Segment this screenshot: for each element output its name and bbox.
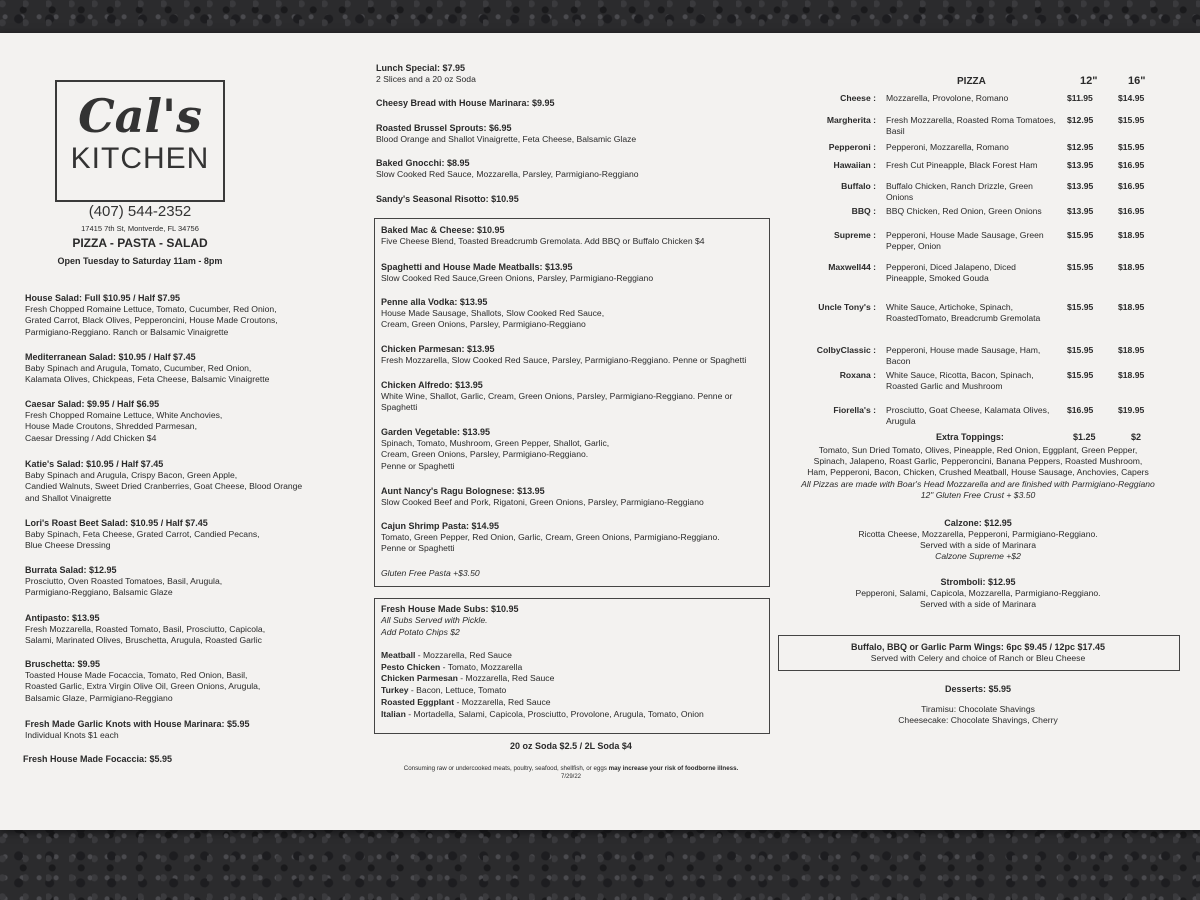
disclaimer-text: Consuming raw or undercooked meats, poultry, seafood, shellfish, or eggs: [403, 765, 609, 772]
left-item-title: Fresh House Made Focaccia: $5.95: [23, 754, 173, 764]
pasta-title: Chicken Alfredo: $13.95: [381, 380, 483, 390]
left-item-desc: Blue Cheese Dressing: [25, 540, 111, 551]
soda-prices: 20 oz Soda $2.5 / 2L Soda $4: [510, 741, 632, 751]
pizza-price-16: $18.95: [1118, 262, 1145, 272]
pasta-title: Penne alla Vodka: $13.95: [381, 297, 488, 307]
dessert-item: Cheesecake: Chocolate Shavings, Cherry: [898, 715, 1058, 726]
left-item-desc: Parmigiano-Reggiano, Balsamic Glaze: [25, 587, 173, 598]
starter-desc: 2 Slices and a 20 oz Soda: [376, 74, 476, 84]
pasta-desc: House Made Sausage, Shallots, Slow Cooked Red Sauce,: [381, 308, 605, 318]
left-item-desc: Individual Knots $1 each: [25, 730, 119, 740]
pasta-desc: Fresh Mozzarella, Slow Cooked Red Sauce, Parsley, Parmigiano-Reggiano. Penne or Spaghetti: [381, 355, 747, 365]
pizza-price-16: $16.95: [1118, 206, 1145, 216]
left-item-desc: Baby Spinach and Arugula, Tomato, Cucumber, Red Onion,: [25, 363, 252, 373]
pizza-desc: Buffalo Chicken, Ranch Drizzle, Green Onions: [886, 181, 1033, 203]
pizza-desc: Prosciutto, Goat Cheese, Kalamata Olives, Arugula: [886, 405, 1050, 427]
starter-title: Baked Gnocchi: $8.95: [376, 158, 470, 168]
pizza-price-12: $15.95: [1067, 262, 1094, 272]
pizza-price-12: $16.95: [1067, 405, 1094, 415]
toppings-line: Spinach, Jalapeno, Roast Garlic, Pepperoncini, Banana Peppers, Roasted Mushroom,: [813, 456, 1143, 467]
pasta-desc: Penne or Spaghetti: [381, 460, 455, 471]
pasta-title: Chicken Parmesan: $13.95: [381, 344, 495, 354]
left-item-title: Antipasto: $13.95: [25, 613, 100, 623]
wings-desc: Served with Celery and choice of Ranch or Bleu Cheese: [870, 653, 1086, 663]
sub-desc: - Bacon, Lettuce, Tomato: [408, 685, 507, 696]
sub-desc: - Mozzarella, Red Sauce: [454, 696, 551, 707]
extra-toppings-12: $1.25: [1073, 432, 1096, 442]
starter-title: Cheesy Bread with House Marinara: $9.95: [376, 98, 555, 108]
calzone-desc: Ricotta Cheese, Mozzarella, Pepperoni, Parmigiano-Reggiano.: [858, 529, 1098, 539]
pasta-desc: White Wine, Shallot, Garlic, Cream, Green Onions, Parsley, Parmigiano-Reggiano. Penne or: [381, 391, 733, 401]
pizza-desc: Fresh Cut Pineapple, Black Forest Ham: [886, 160, 1038, 170]
sub-desc: - Tomato, Mozzarella: [440, 661, 523, 672]
extra-toppings-16: $2: [1131, 432, 1142, 442]
pizza-name: Buffalo :: [841, 181, 876, 191]
starter-desc: Blood Orange and Shallot Vinaigrette, Feta Cheese, Balsamic Glaze: [376, 134, 637, 144]
calzone-note: Calzone Supreme +$2: [935, 551, 1021, 562]
sub-name: Pesto Chicken: [381, 661, 441, 672]
starter-title: Sandy's Seasonal Risotto: $10.95: [376, 194, 519, 204]
left-item-title: Burrata Salad: $12.95: [25, 565, 117, 575]
sub-item: [381, 662, 522, 673]
desserts-section: [778, 683, 1178, 726]
desserts-title: Desserts: $5.95: [944, 684, 1012, 694]
sub-name: Italian: [381, 708, 406, 719]
sub-item: [381, 685, 506, 696]
gluten-free-note: Gluten Free Pasta +$3.50: [381, 568, 480, 578]
pizza-desc: Pepperoni, House Made Sausage, Green Pepper, Onion: [886, 230, 1044, 252]
pizza-price-16: $19.95: [1118, 405, 1145, 415]
pizza-name: Cheese :: [840, 93, 876, 103]
starter-title: Lunch Special: $7.95: [376, 63, 466, 73]
left-item-desc: Kalamata Olives, Chickpeas, Feta Cheese, Balsamic Vinaigrette: [25, 374, 270, 385]
pizza-price-16: $18.95: [1118, 230, 1145, 240]
pizza-note: All Pizzas are made with Boar's Head Mozzarella and are finished with Parmigiano-Reggiano: [801, 478, 1155, 489]
wings-section: [778, 641, 1178, 664]
wings-title: Buffalo, BBQ or Garlic Parm Wings: 6pc $9.45 / 12pc $17.45: [850, 642, 1105, 652]
pizza-name: Uncle Tony's :: [818, 302, 876, 312]
pasta-title: Aunt Nancy's Ragu Bolognese: $13.95: [381, 486, 545, 496]
pizza-price-16: $15.95: [1118, 115, 1145, 125]
pizza-desc: BBQ Chicken, Red Onion, Green Onions: [886, 206, 1042, 216]
pizza-name: Pepperoni :: [828, 142, 876, 152]
pizza-price-16: $15.95: [1118, 142, 1145, 152]
left-item-desc: House Made Croutons, Shredded Parmesan,: [25, 421, 197, 432]
tagline: PIZZA - PASTA - SALAD: [72, 236, 208, 250]
phone-number: (407) 544-2352: [55, 203, 225, 220]
pizza-name: BBQ :: [851, 206, 876, 216]
logo-kitchen: KITCHEN: [70, 142, 210, 175]
left-item-desc: Baby Spinach and Arugula, Crispy Bacon, Green Apple,: [25, 470, 238, 480]
pasta-title: Spaghetti and House Made Meatballs: $13.95: [381, 262, 573, 272]
pizza-name: Maxwell44 :: [828, 262, 876, 272]
pizza-price-12: $13.95: [1067, 160, 1094, 170]
left-item-title: House Salad: Full $10.95 / Half $7.95: [25, 293, 181, 303]
pasta-title: Baked Mac & Cheese: $10.95: [381, 225, 505, 235]
pasta-title: Garden Vegetable: $13.95: [381, 427, 491, 437]
pasta-desc: Penne or Spaghetti: [381, 543, 455, 554]
subs-note: Add Potato Chips $2: [381, 627, 460, 637]
pizza-desc: Pepperoni, Diced Jalapeno, Diced Pineapple, Smoked Gouda: [886, 262, 1016, 284]
left-item-desc: Roasted Garlic, Extra Virgin Olive Oil, Green Onions, Arugula,: [25, 681, 261, 692]
left-item-desc: and Shallot Vinaigrette: [25, 492, 112, 503]
pizza-price-12: $13.95: [1067, 206, 1094, 216]
left-item-title: Bruschetta: $9.95: [25, 659, 101, 669]
address: 17415 7th St, Montverde, FL 34756: [81, 224, 199, 233]
toppings-list: [778, 445, 1178, 501]
left-item-title: Caesar Salad: $9.95 / Half $6.95: [25, 399, 160, 409]
pizza-name: Roxana :: [839, 370, 876, 380]
pizza-name: Fiorella's :: [833, 405, 876, 415]
sub-name: Turkey: [381, 685, 409, 696]
left-item-desc: Candied Walnuts, Sweet Dried Cranberries, Goat Cheese, Blood Orange: [25, 481, 303, 492]
toppings-line: Ham, Pepperoni, Bacon, Chicken, Crushed Meatball, House Sausage, Anchovies, Capers: [807, 467, 1149, 478]
pizza-name: Supreme :: [833, 230, 876, 240]
pizza-header: PIZZA: [957, 76, 986, 87]
pizza-price-12: $15.95: [1067, 302, 1094, 312]
print-date: 7/29/22: [560, 774, 582, 780]
starter-desc: Slow Cooked Red Sauce, Mozzarella, Parsley, Parmigiano-Reggiano: [376, 169, 639, 179]
size-12-header: 12": [1080, 75, 1098, 87]
subs-title: Fresh House Made Subs: $10.95: [381, 604, 519, 614]
extra-toppings-label: Extra Toppings:: [936, 432, 1004, 442]
pizza-price-12: $15.95: [1067, 370, 1094, 380]
stromboli-section: [778, 576, 1178, 610]
sub-name: Chicken Parmesan: [381, 673, 458, 684]
pizza-price-12: $11.95: [1067, 93, 1093, 103]
left-item-desc: Salami, Marinated Olives, Bruschetta, Arugula, Roasted Garlic: [25, 635, 262, 646]
stromboli-desc: Pepperoni, Salami, Capicola, Mozzarella, Parmigiano-Reggiano.: [855, 588, 1101, 598]
sub-item: [381, 650, 512, 661]
pasta-desc: Slow Cooked Red Sauce,Green Onions, Parsley, Parmigiano-Reggiano: [381, 273, 654, 283]
pizza-name: Hawaiian :: [833, 160, 876, 170]
stromboli-title: Stromboli: $12.95: [940, 577, 1016, 587]
left-item-title: Mediterranean Salad: $10.95 / Half $7.45: [25, 352, 196, 362]
pasta-title: Cajun Shrimp Pasta: $14.95: [381, 521, 500, 531]
pizza-name: Margherita :: [826, 115, 876, 125]
pizza-price-16: $18.95: [1118, 370, 1145, 380]
left-item-desc: Balsamic Glaze, Parmigiano-Reggiano: [25, 692, 173, 703]
pizza-price-12: $15.95: [1067, 230, 1094, 240]
toppings-line: Tomato, Sun Dried Tomato, Olives, Pineapple, Red Onion, Eggplant, Green Pepper,: [818, 445, 1138, 455]
sub-name: Meatball: [381, 650, 416, 660]
disclaimer: [374, 765, 768, 772]
size-16-header: 16": [1128, 75, 1146, 87]
pizza-price-16: $16.95: [1118, 181, 1145, 191]
pizza-desc: Pepperoni, House made Sausage, Ham, Bacon: [886, 345, 1041, 367]
stromboli-desc: Served with a side of Marinara: [919, 599, 1037, 610]
sub-item: [381, 697, 551, 708]
left-item-desc: Grated Carrot, Black Olives, Pepperoncini, House Made Croutons,: [25, 315, 278, 326]
calzone-desc: Served with a side of Marinara: [919, 540, 1037, 551]
left-item-desc: Fresh Mozzarella, Roasted Tomato, Basil, Prosciutto, Capicola,: [25, 624, 266, 634]
pizza-price-12: $15.95: [1067, 345, 1094, 355]
logo-name: Cal's: [78, 89, 202, 143]
pizza-desc: White Sauce, Artichoke, Spinach, RoastedTomato, Breadcrumb Gremolata: [886, 302, 1041, 324]
left-item-desc: Caesar Dressing / Add Chicken $4: [25, 432, 157, 443]
left-item-title: Fresh Made Garlic Knots with House Marinara: $5.95: [25, 719, 250, 729]
pasta-desc: Spinach, Tomato, Mushroom, Green Pepper, Shallot, Garlic,: [381, 438, 610, 448]
left-item-title: Katie's Salad: $10.95 / Half $7.45: [25, 459, 164, 469]
pizza-desc: Mozzarella, Provolone, Romano: [886, 93, 1009, 103]
pizza-price-12: $12.95: [1067, 115, 1094, 125]
left-item-desc: Fresh Chopped Romaine Lettuce, Tomato, Cucumber, Red Onion,: [25, 304, 277, 314]
pasta-desc: Tomato, Green Pepper, Red Onion, Garlic, Cream, Green Onions, Parmigiano-Reggiano.: [381, 532, 720, 542]
pizza-price-16: $16.95: [1118, 160, 1145, 170]
sub-name: Roasted Eggplant: [381, 696, 455, 707]
pizza-price-16: $18.95: [1118, 345, 1145, 355]
pasta-desc: Spaghetti: [381, 402, 418, 413]
pizza-desc: White Sauce, Ricotta, Bacon, Spinach, Roasted Garlic and Mushroom: [886, 370, 1034, 392]
disclaimer-bold: may increase your risk of foodborne illness.: [608, 765, 739, 772]
sub-desc: - Mortadella, Salami, Capicola, Prosciutto, Provolone, Arugula, Tomato, Onion: [405, 708, 704, 719]
sub-item: [381, 709, 704, 720]
dessert-item: Tiramisu: Chocolate Shavings: [921, 704, 1035, 714]
left-item-desc: Baby Spinach, Feta Cheese, Grated Carrot, Candied Pecans,: [25, 529, 260, 539]
pizza-desc: Fresh Mozzarella, Roasted Roma Tomatoes, Basil: [886, 115, 1056, 137]
pasta-desc: Cream, Green Onions, Parsley, Parmigiano-Reggiano.: [381, 449, 589, 460]
pizza-price-12: $13.95: [1067, 181, 1094, 191]
pasta-desc: Slow Cooked Beef and Pork, Rigatoni, Green Onions, Parsley, Parmigiano-Reggiano: [381, 497, 704, 507]
calzone-title: Calzone: $12.95: [944, 518, 1012, 528]
subs-note: All Subs Served with Pickle.: [381, 615, 488, 625]
starter-title: Roasted Brussel Sprouts: $6.95: [376, 123, 512, 133]
calzone-section: [778, 517, 1178, 563]
pasta-desc: Five Cheese Blend, Toasted Breadcrumb Gremolata. Add BBQ or Buffalo Chicken $4: [381, 236, 705, 246]
left-item-desc: Toasted House Made Focaccia, Tomato, Red Onion, Basil,: [25, 670, 248, 680]
left-item-desc: Parmigiano-Reggiano. Ranch or Balsamic Vinaigrette: [25, 326, 229, 337]
pizza-desc: Pepperoni, Mozzarella, Romano: [886, 142, 1009, 152]
sub-desc: - Mozzarella, Red Sauce: [457, 673, 555, 684]
pizza-price-16: $18.95: [1118, 302, 1145, 312]
left-item-desc: Fresh Chopped Romaine Lettuce, White Anchovies,: [25, 410, 223, 420]
sub-item: [381, 673, 554, 684]
logo: [55, 80, 225, 202]
pasta-desc: Cream, Green Onions, Parsley, Parmigiano-Reggiano: [381, 319, 586, 330]
pizza-price-12: $12.95: [1067, 142, 1094, 152]
pizza-name: ColbyClassic :: [816, 345, 876, 355]
sub-desc: - Mozzarella, Red Sauce: [415, 650, 512, 660]
gluten-free-crust-note: 12" Gluten Free Crust + $3.50: [920, 489, 1036, 500]
left-item-desc: Prosciutto, Oven Roasted Tomatoes, Basil, Arugula,: [25, 576, 223, 586]
pizza-price-16: $14.95: [1118, 93, 1145, 103]
hours: Open Tuesday to Saturday 11am - 8pm: [57, 256, 223, 266]
left-item-title: Lori's Roast Beet Salad: $10.95 / Half $7.45: [25, 518, 208, 528]
